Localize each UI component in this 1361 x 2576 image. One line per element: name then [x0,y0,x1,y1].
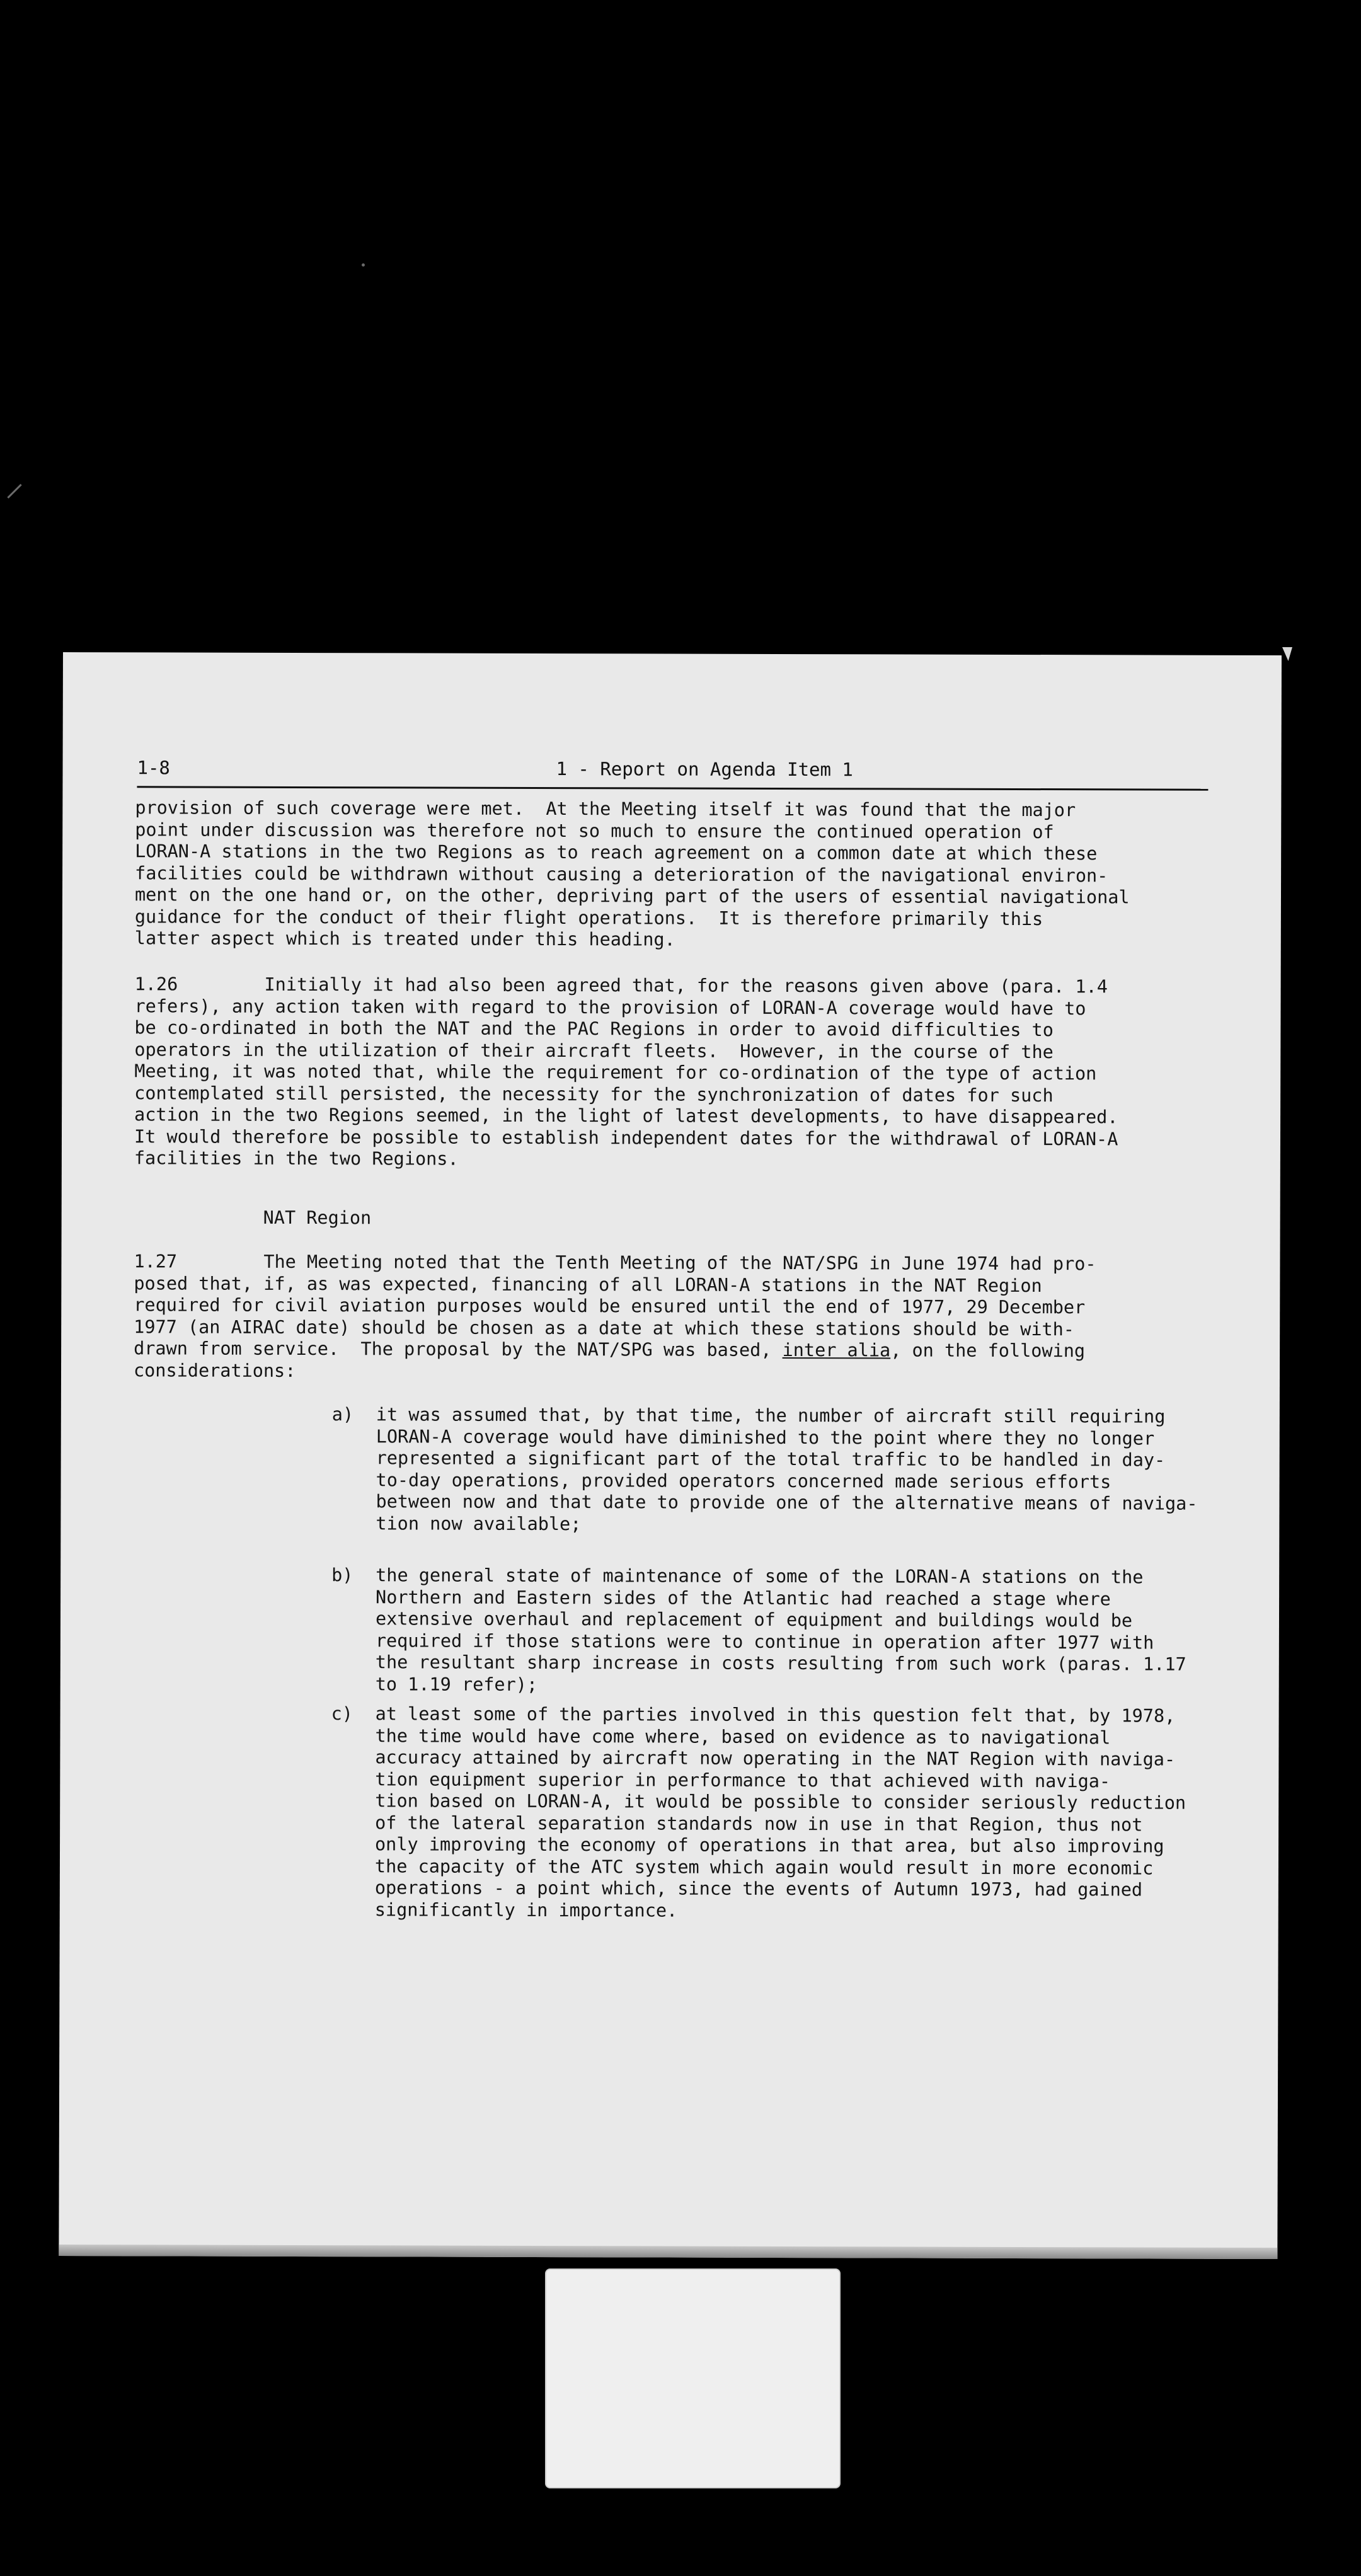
intro-paragraph: provision of such coverage were met. At the Meeting itself it was found that the major point under discussion was therefore not so much to ensure the continued operation of LORAN-A stations in the two Regions as to reach agreement on a common date at which these facilities could be withdrawn without causing a deterioration of the navigational environ- ment on the one hand or, on the other, depriving part of the users of essential navigational guidance for the conduct of their flight operations. It is therefore primarily this latter aspect which is treated under this heading. [134,797,1130,950]
paragraph-1-27 [134,1251,1243,1384]
inter-alia-underlined: inter alia [782,1339,891,1361]
item-c-text: at least some of the parties involved in this question felt that, by 1978, the time would have come where, based on evidence as to navigational accuracy attained by aircraft now operating in the NAT Region with naviga- tion equipment superior in performance to that achieved with naviga- tion based on LORAN-A, it would be possible to consider seriously reduction of the lateral separation standards now in use in that Region, thus not only improving the economy of operations in that area, but also improving the capacity of the ATC system which again would result in more economic operations - a point which, since the events of Autumn 1973, had gained significantly in importance. [374,1703,1186,1921]
item-c-label: c) [331,1703,353,1725]
item-a-text: it was assumed that, by that time, the number of aircraft still requiring LORAN-A coverage would have diminished to the point where they no longer represented a significant part of the total traffic to be handled in day- to-day operations, provided operators concerned made serious efforts between now and that date to provide one of the alternative means of naviga- tion now available; [376,1404,1198,1534]
section-heading: NAT Region [263,1207,372,1229]
page-number: 1-8 [137,757,170,779]
page-corner-tab [1282,647,1292,661]
page-header [137,754,1208,790]
item-b-label: b) [331,1565,353,1586]
page-bottom-edge [59,2245,1277,2259]
scan-dust-speck [362,263,365,267]
header-title: 1 - Report on Agenda Item 1 [556,758,853,781]
paragraph-1-26: 1.26 Initially it had also been agreed that, for the reasons given above (para. 1.4 refers), any action taken with regard to the provision of LORAN-A coverage would have to be co-ordinated in both the NAT and the PAC Regions in order to avoid difficulties to operators in the utilization of their aircraft fleets. However, in the course of the Meeting, it was noted that, while the requirement for co-ordination of the type of action contemplated still persisted, the necessity for the synchronization of dates for such action in the two Regions seemed, in the light of latest developments, to have disappeared. It would therefore be possible to establish independent dates for the withdrawal of LORAN-A facilities in the two Regions. [134,974,1118,1170]
item-a-label: a) [331,1404,354,1425]
blank-index-card [545,2268,841,2488]
paragraph-1-27-part-1: 1.27 The Meeting noted that the Tenth Meeting of the NAT/SPG in June 1974 had pro- posed that, if, as was expected, financing of all LORAN-A stations in the NAT Region required for civil aviation purposes would be ensured until the end of 1977, 29 December 1977 (an AIRAC date) should be chosen as a date at which these stations should be with- drawn from service. The proposal by the NAT/SPG was based, [134,1251,1096,1360]
item-b-text: the general state of maintenance of some of the LORAN-A stations on the Northern and Eastern sides of the Atlantic had reached a stage where extensive overhaul and replacement of equipment and buildings would be required if those stations were to continue in operation after 1977 with the resultant sharp increase in costs resulting from such work (paras. 1.17 to 1.19 refer); [375,1565,1186,1695]
paragraph-1-27-part-2: , on the following considerations: [133,1340,1086,1381]
scan-scratch [7,484,21,498]
document-page [59,652,1282,2259]
